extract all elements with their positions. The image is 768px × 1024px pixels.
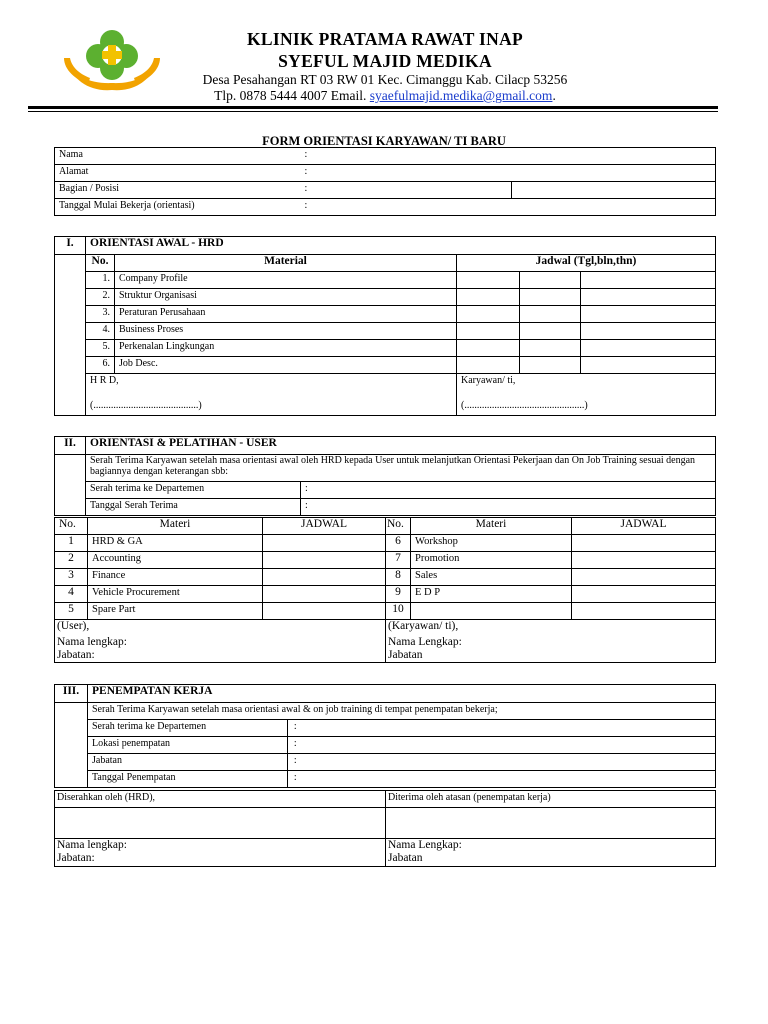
contact-suffix: .: [552, 88, 556, 103]
s3-field-tanggal[interactable]: [303, 771, 716, 788]
s3-name-right-cell[interactable]: [386, 839, 716, 867]
section3-title: PENEMPATAN KERJA: [88, 685, 716, 703]
s1-material: Business Proses: [115, 323, 457, 340]
s2-materi: HRD & GA: [88, 535, 263, 552]
clinic-logo-icon: [62, 28, 162, 100]
s2-sign-karyawan[interactable]: [386, 620, 716, 663]
s1-sign-hrd-dots: (..........................................): [90, 400, 202, 411]
s2-jadwal[interactable]: [572, 603, 716, 620]
s3-label: Lokasi penempatan: [88, 737, 288, 754]
s2-no: 1: [55, 535, 88, 552]
s3-name-right: Nama Lengkap:: [388, 839, 462, 851]
s2-no: 5: [55, 603, 88, 620]
clinic-contact: [150, 88, 620, 104]
s3-sign-right-label: Diterima oleh atasan (penempatan kerja): [386, 791, 716, 808]
s3-name-left-cell[interactable]: [55, 839, 386, 867]
s3-label: Jabatan: [88, 754, 288, 771]
s2-materi: Accounting: [88, 552, 263, 569]
s3-sign-right-space[interactable]: [386, 808, 716, 839]
s2-col-materi-left: Materi: [88, 518, 263, 535]
s1-jadwal-c[interactable]: [581, 340, 716, 357]
s2-no: 4: [55, 586, 88, 603]
s2-no: 8: [386, 569, 411, 586]
section1-col-no: No.: [86, 255, 115, 272]
s3-sign-left-space[interactable]: [55, 808, 386, 839]
s2-name-right: Nama Lengkap:: [388, 636, 462, 648]
s1-material: Struktur Organisasi: [115, 289, 457, 306]
s1-jadwal-c[interactable]: [581, 289, 716, 306]
s2-jabatan-right: Jabatan: [388, 649, 423, 661]
s3-field-dept[interactable]: [303, 720, 716, 737]
section2-table: [54, 436, 716, 516]
field-nama[interactable]: :: [301, 148, 716, 165]
clinic-name-line1: KLINIK PRATAMA RAWAT INAP: [246, 29, 523, 49]
section3-sign-table: [54, 790, 716, 867]
s2-jadwal[interactable]: [572, 586, 716, 603]
s2-name-left: Nama lengkap:: [57, 636, 127, 648]
s2-no: 9: [386, 586, 411, 603]
s1-sign-karyawan-dots: (................................................): [461, 400, 588, 411]
s2-label-dept: Serah terima ke Departemen: [86, 482, 301, 499]
section1-margin: [55, 255, 86, 416]
s1-no: 3.: [86, 306, 115, 323]
section1-table: [54, 236, 716, 416]
field-posisi[interactable]: [512, 182, 716, 199]
section2-number: II.: [55, 437, 86, 455]
s3-colon: :: [288, 737, 303, 754]
s3-sign-left-label: Diserahkan oleh (HRD),: [55, 791, 386, 808]
s3-label: Tanggal Penempatan: [88, 771, 288, 788]
s2-jadwal[interactable]: [572, 552, 716, 569]
label-nama: Nama: [55, 148, 301, 165]
s1-jadwal-a[interactable]: [457, 357, 520, 374]
s2-field-date[interactable]: :: [301, 499, 716, 516]
s2-label-date: Tanggal Serah Terima: [86, 499, 301, 516]
s1-jadwal-b[interactable]: [520, 357, 581, 374]
s1-no: 2.: [86, 289, 115, 306]
s3-jabatan-right: Jabatan: [388, 852, 423, 864]
s2-jadwal[interactable]: [263, 603, 386, 620]
email-link[interactable]: syaefulmajid.medika@gmail.com: [369, 88, 553, 103]
s2-col-no-left: No.: [55, 518, 88, 535]
s2-col-jadwal-right: JADWAL: [572, 518, 716, 535]
contact-phone: Tlp. 0878 5444 4007 Email.: [214, 88, 370, 103]
s2-col-materi-right: Materi: [411, 518, 572, 535]
s3-field-jabatan[interactable]: [303, 754, 716, 771]
s2-jadwal[interactable]: [572, 535, 716, 552]
clinic-name-line2: SYEFUL MAJID MEDIKA: [278, 51, 492, 71]
s1-no: 6.: [86, 357, 115, 374]
s1-sign-karyawan-label: Karyawan/ ti,: [461, 375, 516, 386]
section3-number: III.: [55, 685, 88, 703]
s2-no: 3: [55, 569, 88, 586]
section2-title: ORIENTASI & PELATIHAN - USER: [86, 437, 716, 455]
s2-no: 7: [386, 552, 411, 569]
s2-no: 10: [386, 603, 411, 620]
s3-jabatan-left: Jabatan:: [57, 852, 95, 864]
section1-col-jadwal: Jadwal (Tgl,bln,thn): [457, 255, 716, 272]
s2-materi: Vehicle Procurement: [88, 586, 263, 603]
s1-jadwal-c[interactable]: [581, 323, 716, 340]
s2-col-jadwal-left: JADWAL: [263, 518, 386, 535]
s1-jadwal-a[interactable]: [457, 340, 520, 357]
s1-material: Company Profile: [115, 272, 457, 289]
s2-field-dept[interactable]: :: [301, 482, 716, 499]
header-rule-thin: [28, 111, 718, 112]
s1-jadwal-c[interactable]: [581, 357, 716, 374]
s3-label: Serah terima ke Departemen: [88, 720, 288, 737]
s1-material: Job Desc.: [115, 357, 457, 374]
s2-jadwal[interactable]: [572, 569, 716, 586]
s2-jadwal[interactable]: [263, 586, 386, 603]
section2-materi-table: [54, 517, 716, 663]
s1-no: 5.: [86, 340, 115, 357]
s1-jadwal-c[interactable]: [581, 306, 716, 323]
s2-col-no-right: No.: [386, 518, 411, 535]
s1-jadwal-b[interactable]: [520, 289, 581, 306]
s3-colon: :: [288, 771, 303, 788]
s2-jadwal[interactable]: [263, 535, 386, 552]
s2-no: 6: [386, 535, 411, 552]
s1-jadwal-a[interactable]: [457, 272, 520, 289]
s1-no: 1.: [86, 272, 115, 289]
s2-sign-user[interactable]: [55, 620, 386, 663]
label-alamat: Alamat: [55, 165, 301, 182]
s1-no: 4.: [86, 323, 115, 340]
s2-jabatan-left: Jabatan:: [57, 649, 95, 661]
s1-jadwal-a[interactable]: [457, 289, 520, 306]
s3-colon: :: [288, 754, 303, 771]
section1-col-material: Material: [115, 255, 457, 272]
s2-sign-user-label: (User),: [57, 620, 90, 632]
section3-description: Serah Terima Karyawan setelah masa orientasi awal & on job training di tempat penempatan bekerja;: [88, 703, 716, 720]
field-tanggal-mulai[interactable]: :: [301, 199, 716, 216]
s2-materi: Finance: [88, 569, 263, 586]
form-title: FORM ORIENTASI KARYAWAN/ TI BARU: [262, 134, 506, 148]
s2-jadwal[interactable]: [263, 569, 386, 586]
s1-jadwal-c[interactable]: [581, 272, 716, 289]
header-rule-thick: [28, 106, 718, 109]
s1-jadwal-a[interactable]: [457, 323, 520, 340]
label-bagian: Bagian / Posisi: [55, 182, 301, 199]
s2-materi: Promotion: [411, 552, 572, 569]
s2-materi: Spare Part: [88, 603, 263, 620]
section3-table: [54, 684, 716, 788]
s3-name-left: Nama lengkap:: [57, 839, 127, 851]
s2-jadwal[interactable]: [263, 552, 386, 569]
section2-margin: [55, 455, 86, 516]
s3-field-lokasi[interactable]: [303, 737, 716, 754]
s1-sign-karyawan[interactable]: [457, 374, 716, 416]
s1-sign-hrd-label: H R D,: [90, 375, 119, 386]
s2-materi: [411, 603, 572, 620]
s1-jadwal-b[interactable]: [520, 340, 581, 357]
s1-material: Peraturan Perusahaan: [115, 306, 457, 323]
s1-material: Perkenalan Lingkungan: [115, 340, 457, 357]
s1-jadwal-b[interactable]: [520, 306, 581, 323]
s2-sign-karyawan-label: (Karyawan/ ti),: [388, 620, 459, 632]
s2-materi: Sales: [411, 569, 572, 586]
section1-number: I.: [55, 237, 86, 255]
identity-table: [54, 147, 716, 216]
clinic-address: Desa Pesahangan RT 03 RW 01 Kec. Cimanggu Kab. Cilacp 53256: [202, 72, 568, 87]
s3-colon: :: [288, 720, 303, 737]
s2-materi: Workshop: [411, 535, 572, 552]
label-tanggal-mulai: Tanggal Mulai Bekerja (orientasi): [55, 199, 301, 216]
s2-materi: E D P: [411, 586, 572, 603]
s1-sign-hrd[interactable]: [86, 374, 457, 416]
field-alamat[interactable]: :: [301, 165, 716, 182]
s2-no: 2: [55, 552, 88, 569]
s1-jadwal-b[interactable]: [520, 272, 581, 289]
section3-margin: [55, 703, 88, 788]
s1-jadwal-b[interactable]: [520, 323, 581, 340]
field-bagian[interactable]: :: [301, 182, 512, 199]
section2-description: Serah Terima Karyawan setelah masa orientasi awal oleh HRD kepada User untuk melanjutkan Orientasi Pekerjaan dan On Job Training sesuai dengan bagiannya dengan keterangan sbb:: [86, 455, 716, 482]
section1-title: ORIENTASI AWAL - HRD: [86, 237, 716, 255]
s1-jadwal-a[interactable]: [457, 306, 520, 323]
